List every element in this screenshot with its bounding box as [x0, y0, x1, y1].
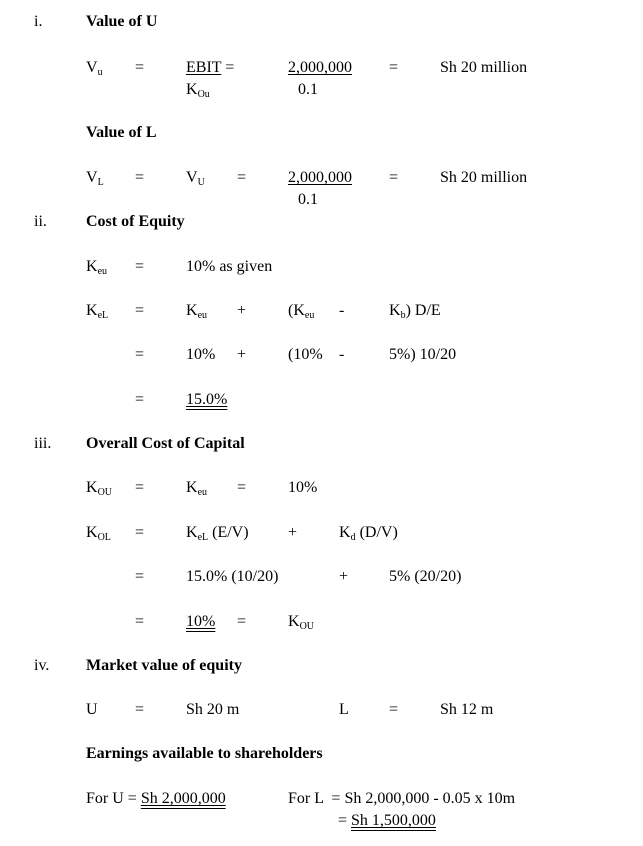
numerator: 2,000,000 [288, 169, 352, 186]
earnings-u: For U = Sh 2,000,000 [86, 790, 226, 807]
equals: = [135, 568, 145, 585]
section-title: Value of U [86, 13, 158, 30]
kd-dv-term: $K_d$ (D/V) [339, 524, 398, 543]
equals: = [135, 258, 145, 275]
kol-label: $K_{OL}$ [86, 524, 111, 543]
section-subtitle: Value of L [86, 124, 157, 141]
keu-term: $K_{eu}$ [186, 479, 208, 498]
value: (10% [288, 346, 323, 363]
value: 15.0% (10/20) [186, 568, 279, 585]
equals: = [389, 59, 399, 76]
equals: = [135, 391, 145, 408]
kel-result: 15.0% [186, 391, 228, 408]
result: Sh 20 million [440, 59, 528, 76]
ebit-numerator: EBIT = [186, 59, 235, 76]
equals: = [135, 613, 145, 630]
u-label: U [86, 701, 98, 718]
equals: = [135, 169, 145, 186]
equals: = [135, 479, 145, 496]
given-value: 10% as given [186, 258, 273, 275]
value: 5%) 10/20 [389, 346, 457, 363]
kou-label: $K_{OU}$ [86, 479, 113, 498]
vu-term: $V_U$ [186, 169, 205, 188]
u-value: Sh 20 m [186, 701, 240, 718]
kb-term: $K_b$) D/E [389, 302, 441, 321]
equals: = [237, 169, 247, 186]
kou-term: $K_{OU}$ [288, 613, 315, 632]
section-title: Overall Cost of Capital [86, 435, 245, 452]
earnings-l: For L = Sh 2,000,000 - 0.05 x 10m [288, 790, 516, 807]
vu-label: $V_u$ [86, 59, 103, 78]
equals: = [389, 169, 399, 186]
denominator: 0.1 [298, 191, 318, 208]
keu-term: $K_{eu}$ [186, 302, 208, 321]
section-numeral: ii. [34, 213, 47, 230]
equals: = [135, 59, 145, 76]
plus: + [237, 346, 247, 363]
equals: = [135, 701, 145, 718]
section-title: Cost of Equity [86, 213, 185, 230]
section-numeral: iv. [34, 657, 50, 674]
result: Sh 20 million [440, 169, 528, 186]
minus: - [339, 302, 345, 319]
section-title: Market value of equity [86, 657, 242, 674]
vl-label: $V_L$ [86, 169, 104, 188]
kol-result: 10% [186, 613, 216, 630]
section-numeral: iii. [34, 435, 52, 452]
value: 10% [186, 346, 216, 363]
equals: = [135, 524, 145, 541]
l-value: Sh 12 m [440, 701, 494, 718]
minus: - [339, 346, 345, 363]
denominator: 0.1 [298, 81, 318, 98]
equals: = [237, 479, 247, 496]
section-numeral: i. [34, 13, 43, 30]
l-label: L [339, 701, 349, 718]
value: 10% [288, 479, 318, 496]
numerator: 2,000,000 [288, 59, 352, 76]
plus: + [288, 524, 298, 541]
plus: + [339, 568, 349, 585]
keu-label: $K_{eu}$ [86, 258, 108, 277]
equals: = [135, 302, 145, 319]
earnings-l-result: = Sh 1,500,000 [338, 812, 436, 829]
section-subtitle: Earnings available to shareholders [86, 745, 323, 762]
kou-denominator: $K_{Ou}$ [186, 81, 210, 100]
value: 5% (20/20) [389, 568, 462, 585]
equals: = [135, 346, 145, 363]
keu-open: ($K_{eu}$ [288, 302, 315, 321]
plus: + [237, 302, 247, 319]
kel-ev-term: $K_{eL}$ (E/V) [186, 524, 249, 543]
kel-label: $K_{eL}$ [86, 302, 109, 321]
equals: = [389, 701, 399, 718]
equals: = [237, 613, 247, 630]
